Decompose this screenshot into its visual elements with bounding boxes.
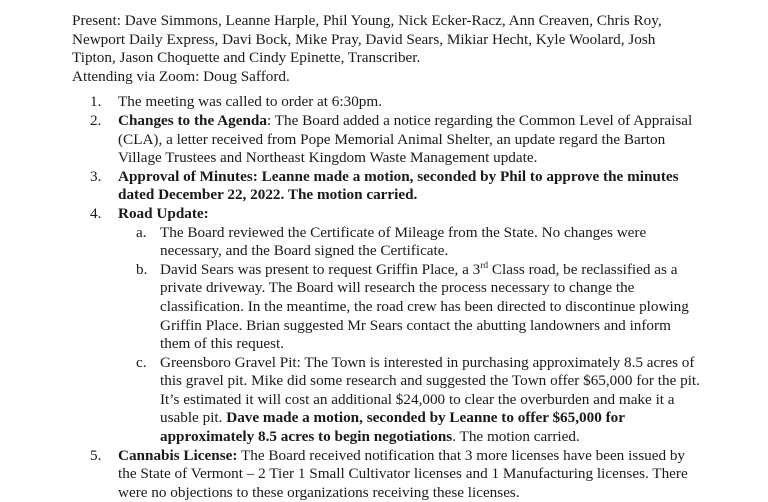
list-item-4 — [72, 205, 700, 447]
list-item-5 — [72, 447, 700, 502]
minutes-list — [72, 93, 700, 502]
sub-marker-c: c. — [136, 353, 147, 371]
sub-item-c — [118, 354, 700, 447]
list-marker-5: 5. — [90, 446, 102, 464]
sub-item-c-text-part1: Greensboro Gravel Pit: The Town is interested in purchasing approximately 8.5 acres of this gravel pit. Mike did some research and suggested the Town offer $65,000 for the pit. It’s estimated it will cost an additional $24,000 to clear the overburden and make it a usable pit. — [160, 353, 700, 427]
sub-item-a — [118, 224, 700, 261]
list-item-1 — [72, 93, 700, 112]
list-item-2 — [72, 112, 700, 168]
sub-item-b-text-part1: David Sears was present to request Griffin Place, a 3 — [160, 260, 481, 278]
sub-item-c-text-part2: . The motion carried. — [452, 428, 580, 446]
list-marker-2: 2. — [90, 111, 102, 129]
sub-item-b-text-part2: Class road, be reclassified as a private driveway. The Board will research the process necessary to change the classification. In the meantime, the road crew has been directed to discontinue plowing Griffin Place. Brian suggested Mr Sears contact the abutting landowners and inform them of this request. — [160, 260, 689, 353]
list-item-5-text: The Board received notification that 3 more licenses have been issued by the State of Vermont – 2 Tier 1 Small Cultivator licenses and 1 Manufacturing licenses. There were no objections to these organizations receiving these licenses. — [118, 446, 688, 501]
sub-item-a-text: The Board reviewed the Certificate of Mileage from the State. No changes were necessary, and the Board signed the Certificate. — [160, 223, 647, 260]
preamble-block — [72, 12, 700, 86]
list-item-3-heading: Approval of Minutes: Leanne made a motion, seconded by Phil to approve the minutes dated December 22, 2022. The motion carried. — [118, 167, 679, 204]
sub-item-c-motion: Dave made a motion, seconded by Leanne to offer $65,000 for approximately 8.5 acres to begin negotiations — [160, 409, 625, 446]
list-marker-4: 4. — [90, 204, 102, 222]
present-line: Present: Dave Simmons, Leanne Harple, Phil Young, Nick Ecker-Racz, Ann Creaven, Chris Roy, Newport Daily Express, Davi Bock, Mike Pray, David Sears, Mikiar Hecht, Kyle Woolard, Josh Tipton, Jason Choquette and Cindy Epinette, Transcriber. — [72, 12, 662, 67]
list-item-2-heading: Changes to the Agenda — [118, 111, 267, 129]
list-item-4-heading: Road Update: — [118, 204, 209, 222]
road-update-sublist — [118, 224, 700, 447]
list-item-5-heading: Cannabis License: — [118, 446, 238, 464]
sub-marker-b: b. — [136, 260, 148, 278]
sub-item-b — [118, 261, 700, 354]
ordinal-superscript-rd: rd — [480, 260, 489, 271]
list-item-3 — [72, 168, 700, 205]
sub-marker-a: a. — [136, 223, 147, 241]
list-marker-1: 1. — [90, 93, 102, 111]
attending-line: Attending via Zoom: Doug Safford. — [72, 67, 290, 85]
list-marker-3: 3. — [90, 167, 102, 185]
list-item-2-text: : The Board added a notice regarding the Common Level of Appraisal (CLA), a letter received from Pope Memorial Animal Shelter, an update regard the Barton Village Trustees and Northeast Kingdom Waste Management update. — [118, 111, 693, 167]
list-item-1-text: The meeting was called to order at 6:30pm. — [118, 93, 383, 111]
